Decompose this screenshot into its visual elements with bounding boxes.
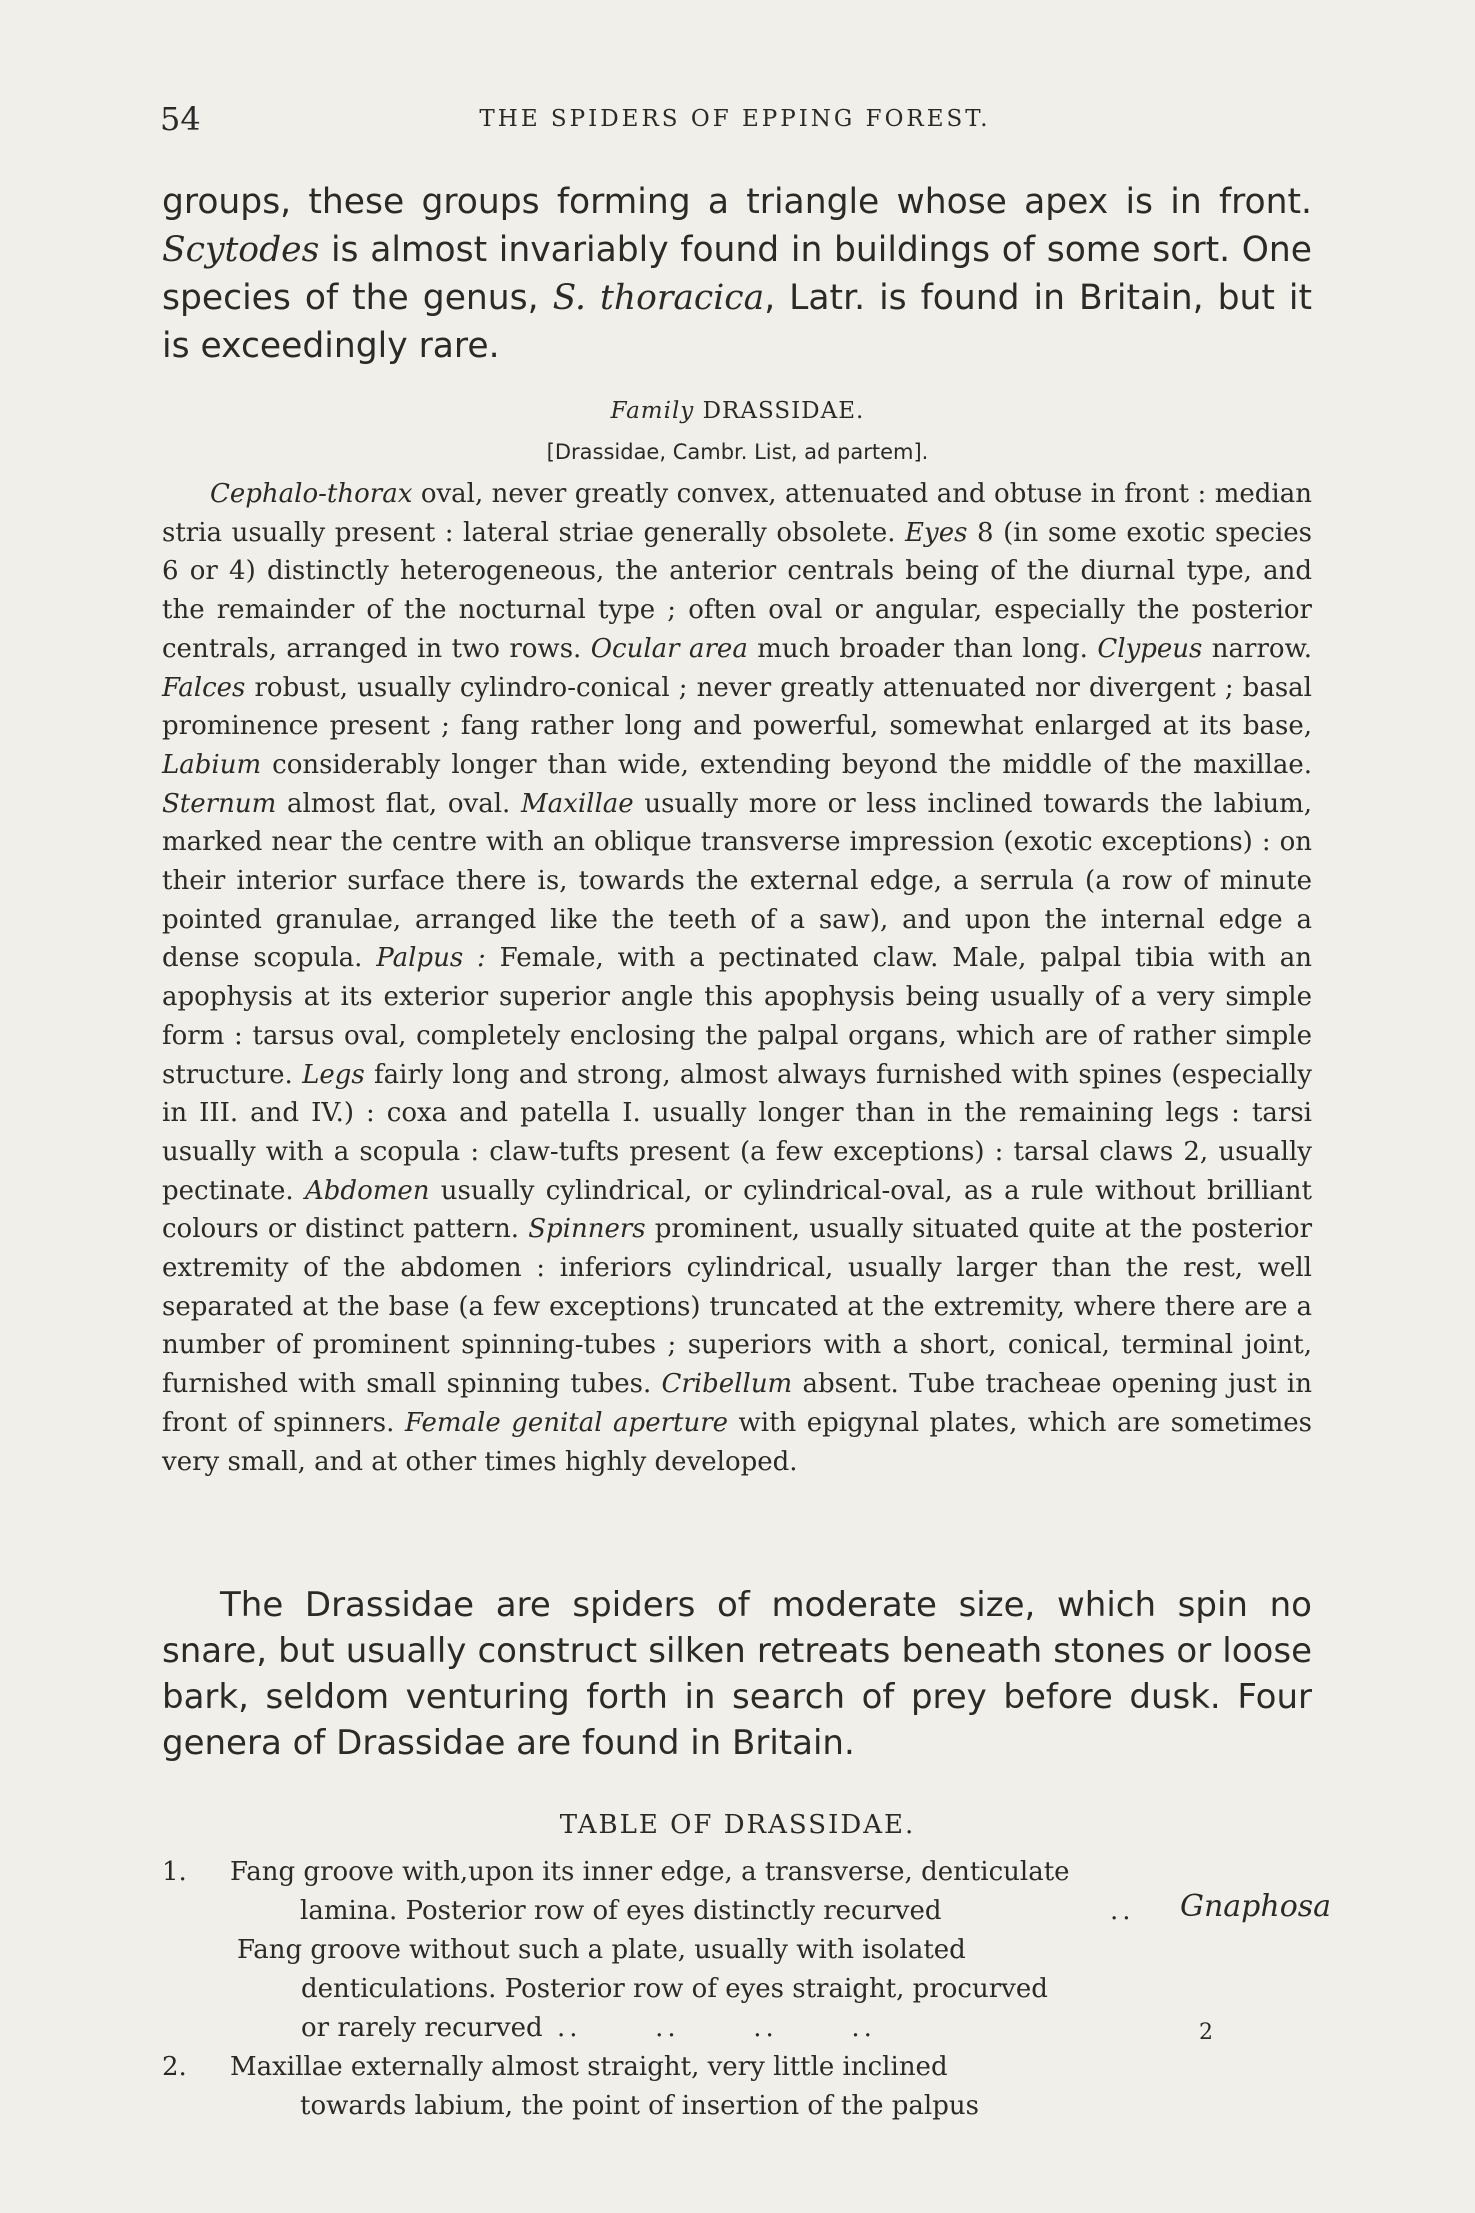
diagnosis-text: much broader than long. xyxy=(747,633,1098,664)
intro-text-2: is almost invariably found in buildings of some sort. One species of the genus, xyxy=(162,230,1312,318)
diagnosis-term: Abdomen xyxy=(305,1175,430,1206)
key-line: Fang groove with,upon its inner edge, a transverse, denticulate xyxy=(230,1857,1070,1887)
diagnosis-text: oval, never greatly convex, attenuated and obtuse in front : median stria usually present : lateral striae generally obsolete. xyxy=(162,479,1312,548)
summary-paragraph xyxy=(162,1582,1312,1766)
key-line xyxy=(237,2009,1312,2048)
key-line-text: lamina. Posterior row of eyes distinctly recurved xyxy=(300,1896,942,1926)
genus-name: Scytodes xyxy=(162,230,320,270)
intro-text-1: groups, these groups forming a triangle whose apex is in front. xyxy=(162,182,1312,222)
key-entry-number: 1. xyxy=(162,1857,187,1887)
family-name: DRASSIDAE. xyxy=(702,398,865,424)
diagnosis-term: Maxillae xyxy=(521,788,634,819)
diagnosis-term: Palpus : xyxy=(376,943,486,974)
intro-text-3: , Latr. is found in Britain, but it is exceedingly rare. xyxy=(162,278,1313,366)
diagnosis-term: Female genital aperture xyxy=(404,1407,729,1438)
key-line: Maxillae externally almost straight, very little inclined xyxy=(230,2052,948,2082)
key-line: Fang groove without such a plate, usually with isolated xyxy=(237,1935,966,1965)
diagnosis-term: Eyes xyxy=(905,517,968,548)
identification-key xyxy=(162,1853,1332,2126)
diagnosis-text: narrow. xyxy=(1202,633,1312,664)
key-line: denticulations. Posterior row of eyes straight, procurved xyxy=(301,1974,1048,2004)
family-heading xyxy=(0,398,1475,424)
key-result-genus: Gnaphosa xyxy=(1180,1889,1332,1924)
intro-paragraph xyxy=(162,178,1312,370)
family-diagnosis xyxy=(162,475,1312,1481)
diagnosis-text: considerably longer than wide, extending beyond the middle of the maxillae. xyxy=(261,749,1312,780)
diagnosis-term: Labium xyxy=(162,749,262,780)
diagnosis-text: absent. Tube tracheae opening just in front of spinners. xyxy=(162,1369,1312,1438)
diagnosis-text: usually more or less inclined towards the labium, marked near the centre with an oblique transverse impression (exotic exceptions) : on their interior surface there is, towards the external edge, a serrula (a row of minute pointed granulae, arranged like the teeth of a saw), and upon the internal edge a dense scopula. xyxy=(162,788,1313,974)
diagnosis-text: usually cylindrical, or cylindrical-oval, as a rule without brilliant colours or distinct pattern. xyxy=(162,1175,1313,1245)
diagnosis-text: almost flat, oval. xyxy=(276,788,522,819)
species-name: S. thoracica xyxy=(552,278,765,318)
key-entry-2 xyxy=(162,2048,1312,2126)
diagnosis-term: Ocular area xyxy=(590,633,748,664)
diagnosis-term: Spinners xyxy=(528,1214,646,1245)
key-entry-1-alternative xyxy=(237,1931,1312,2048)
diagnosis-text: robust, usually cylindro-conical ; never greatly attenuated nor divergent ; basal prominence present ; fang rather long and powerful, somewhat enlarged at its base, xyxy=(162,672,1312,742)
key-entry-number: 2. xyxy=(162,2052,187,2082)
leader-dots: .. .. .. .. xyxy=(557,2013,876,2043)
diagnosis-text: 8 (in some exotic species 6 or 4) distinctly heterogeneous, the anterior centrals being of the diurnal type, and the remainder of the nocturnal type ; often oval or angular, especially the posterior centrals, arranged in two rows. xyxy=(162,517,1312,664)
diagnosis-text: Female, with a pectinated claw. Male, palpal tibia with an apophysis at its exterior superior angle this apophysis being usually of a very simple form : tarsus oval, completely enclosing the palpal organs, which are of rather simple structure. xyxy=(162,943,1313,1090)
diagnosis-term: Cephalo-thorax xyxy=(210,479,413,509)
key-entry-1 xyxy=(162,1853,1332,1931)
key-line: towards labium, the point of insertion of the palpus xyxy=(300,2091,979,2121)
running-head: THE SPIDERS OF EPPING FOREST. xyxy=(479,106,991,132)
key-line xyxy=(230,1889,1332,1931)
diagnosis-text: with epigynal plates, which are sometimes very small, and at other times highly developed. xyxy=(162,1407,1312,1477)
diagnosis-term: Sternum xyxy=(162,788,277,819)
page-number: 54 xyxy=(160,100,201,138)
key-result-number: 2 xyxy=(1199,2020,1213,2045)
summary-text: The Drassidae are spiders of moderate size, which spin no snare, but usually construct silken retreats beneath stones or loose bark, seldom venturing forth in search of prey before dusk. Four genera of Drassidae are found in Britain. xyxy=(162,1585,1312,1763)
table-title: TABLE OF DRASSIDAE. xyxy=(559,1810,916,1840)
diagnosis-text: fairly long and strong, almost always furnished with spines (especially in III. and IV.) : coxa and patella I. usually longer than in the remaining legs : tarsi usually with a scopula : claw-tufts present (a few exceptions) : tarsal claws 2, usually pectinate. xyxy=(162,1059,1312,1206)
diagnosis-term: Legs xyxy=(302,1059,365,1090)
diagnosis-term: Falces xyxy=(162,672,246,703)
leader-dots: .. xyxy=(1110,1896,1135,1926)
diagnosis-term: Clypeus xyxy=(1097,633,1203,664)
family-reference: [Drassidae, Cambr. List, ad partem]. xyxy=(546,440,929,464)
family-label: Family xyxy=(610,398,695,424)
diagnosis-term: Cribellum xyxy=(661,1369,793,1400)
page-header xyxy=(160,100,1310,140)
diagnosis-text: prominent, usually situated quite at the posterior extremity of the abdomen : inferiors cylindrical, usually larger than the rest, well separated at the base (a few exceptions) truncated at the extremity, where there are a number of prominent spinning-tubes ; superiors with a short, conical, terminal joint, furnished with small spinning tubes. xyxy=(162,1214,1312,1400)
key-line-text: or rarely recurved xyxy=(301,2013,543,2043)
